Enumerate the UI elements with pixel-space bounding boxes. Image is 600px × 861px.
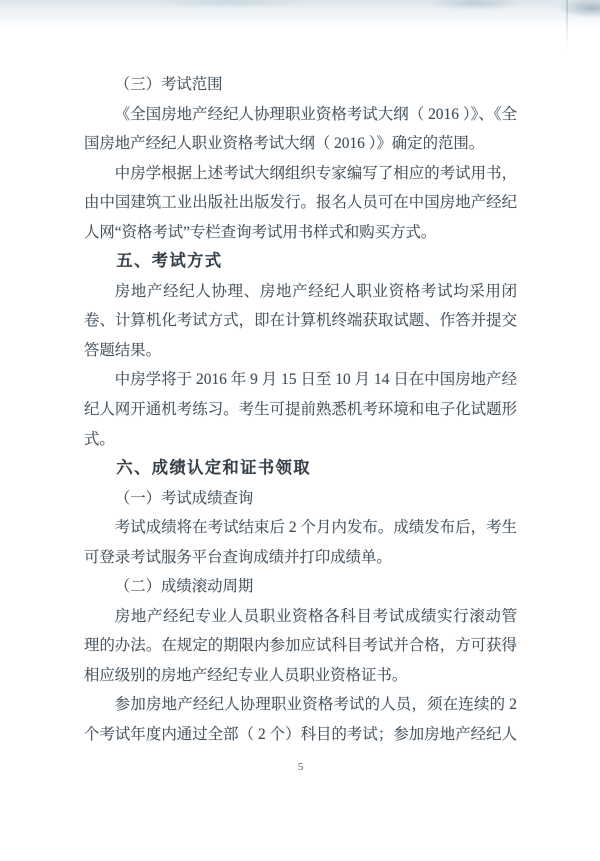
page-number: 5 [297,761,304,773]
text-line: 国房地产经纪人职业资格考试大纲（ 2016 ）》确定的范围。 [84,135,485,153]
text-line: 个考试年度内通过全部（ 2 个）科目的考试；参加房地产经纪人 [84,726,517,744]
section-heading: 六、成绩认定和证书领取 [116,459,311,478]
text-line: 中房学根据上述考试大纲组织专家编写了相应的考试用书， [114,164,517,182]
text-line: （二）成绩滚动周期 [114,578,254,596]
text-line: 可登录考试服务平台查询成绩并打印成绩单。 [84,548,392,566]
text-line: 《全国房地产经纪人协理职业资格考试大纲（ 2016 ）》、《全 [114,105,517,123]
text-line: 考试成绩将在考试结束后 2 个月内发布。成绩发布后，考生 [114,519,517,537]
text-line: 由中国建筑工业出版社出版发行。报名人员可在中国房地产经纪 [84,194,517,212]
text-block [84,70,517,750]
text-line: 人网“资格考试”专栏查询考试用书样式和购买方式。 [84,223,437,241]
text-line: 纪人网开通机考练习。考生可提前熟悉机考环境和电子化试题形 [84,401,517,419]
section-heading: 五、考试方式 [116,252,223,271]
text-line: （一）考试成绩查询 [114,489,254,507]
text-line: （三）考试范围 [114,76,223,93]
text-line: 卷、计算机化考试方式，即在计算机终端获取试题、作答并提交 [84,312,517,330]
scan-artifact-corner-streak [566,0,568,52]
text-line: 答题结果。 [84,341,161,359]
text-line: 理的办法。在规定的期限内参加应试科目考试并合格，方可获得 [84,637,517,655]
text-line: 房地产经纪人协理、房地产经纪人职业资格考试均采用闭 [114,282,517,300]
text-line: 房地产经纪专业人员职业资格各科目考试成绩实行滚动管 [114,607,517,625]
text-line: 中房学将于 2016 年 9 月 15 日至 10 月 14 日在中国房地产经 [114,371,517,389]
scan-artifact-top-band [0,0,600,28]
text-line: 相应级别的房地产经纪专业人员职业资格证书。 [84,666,408,684]
text-line: 参加房地产经纪人协理职业资格考试的人员，须在连续的 2 [114,696,517,714]
text-line: 式。 [84,430,115,448]
